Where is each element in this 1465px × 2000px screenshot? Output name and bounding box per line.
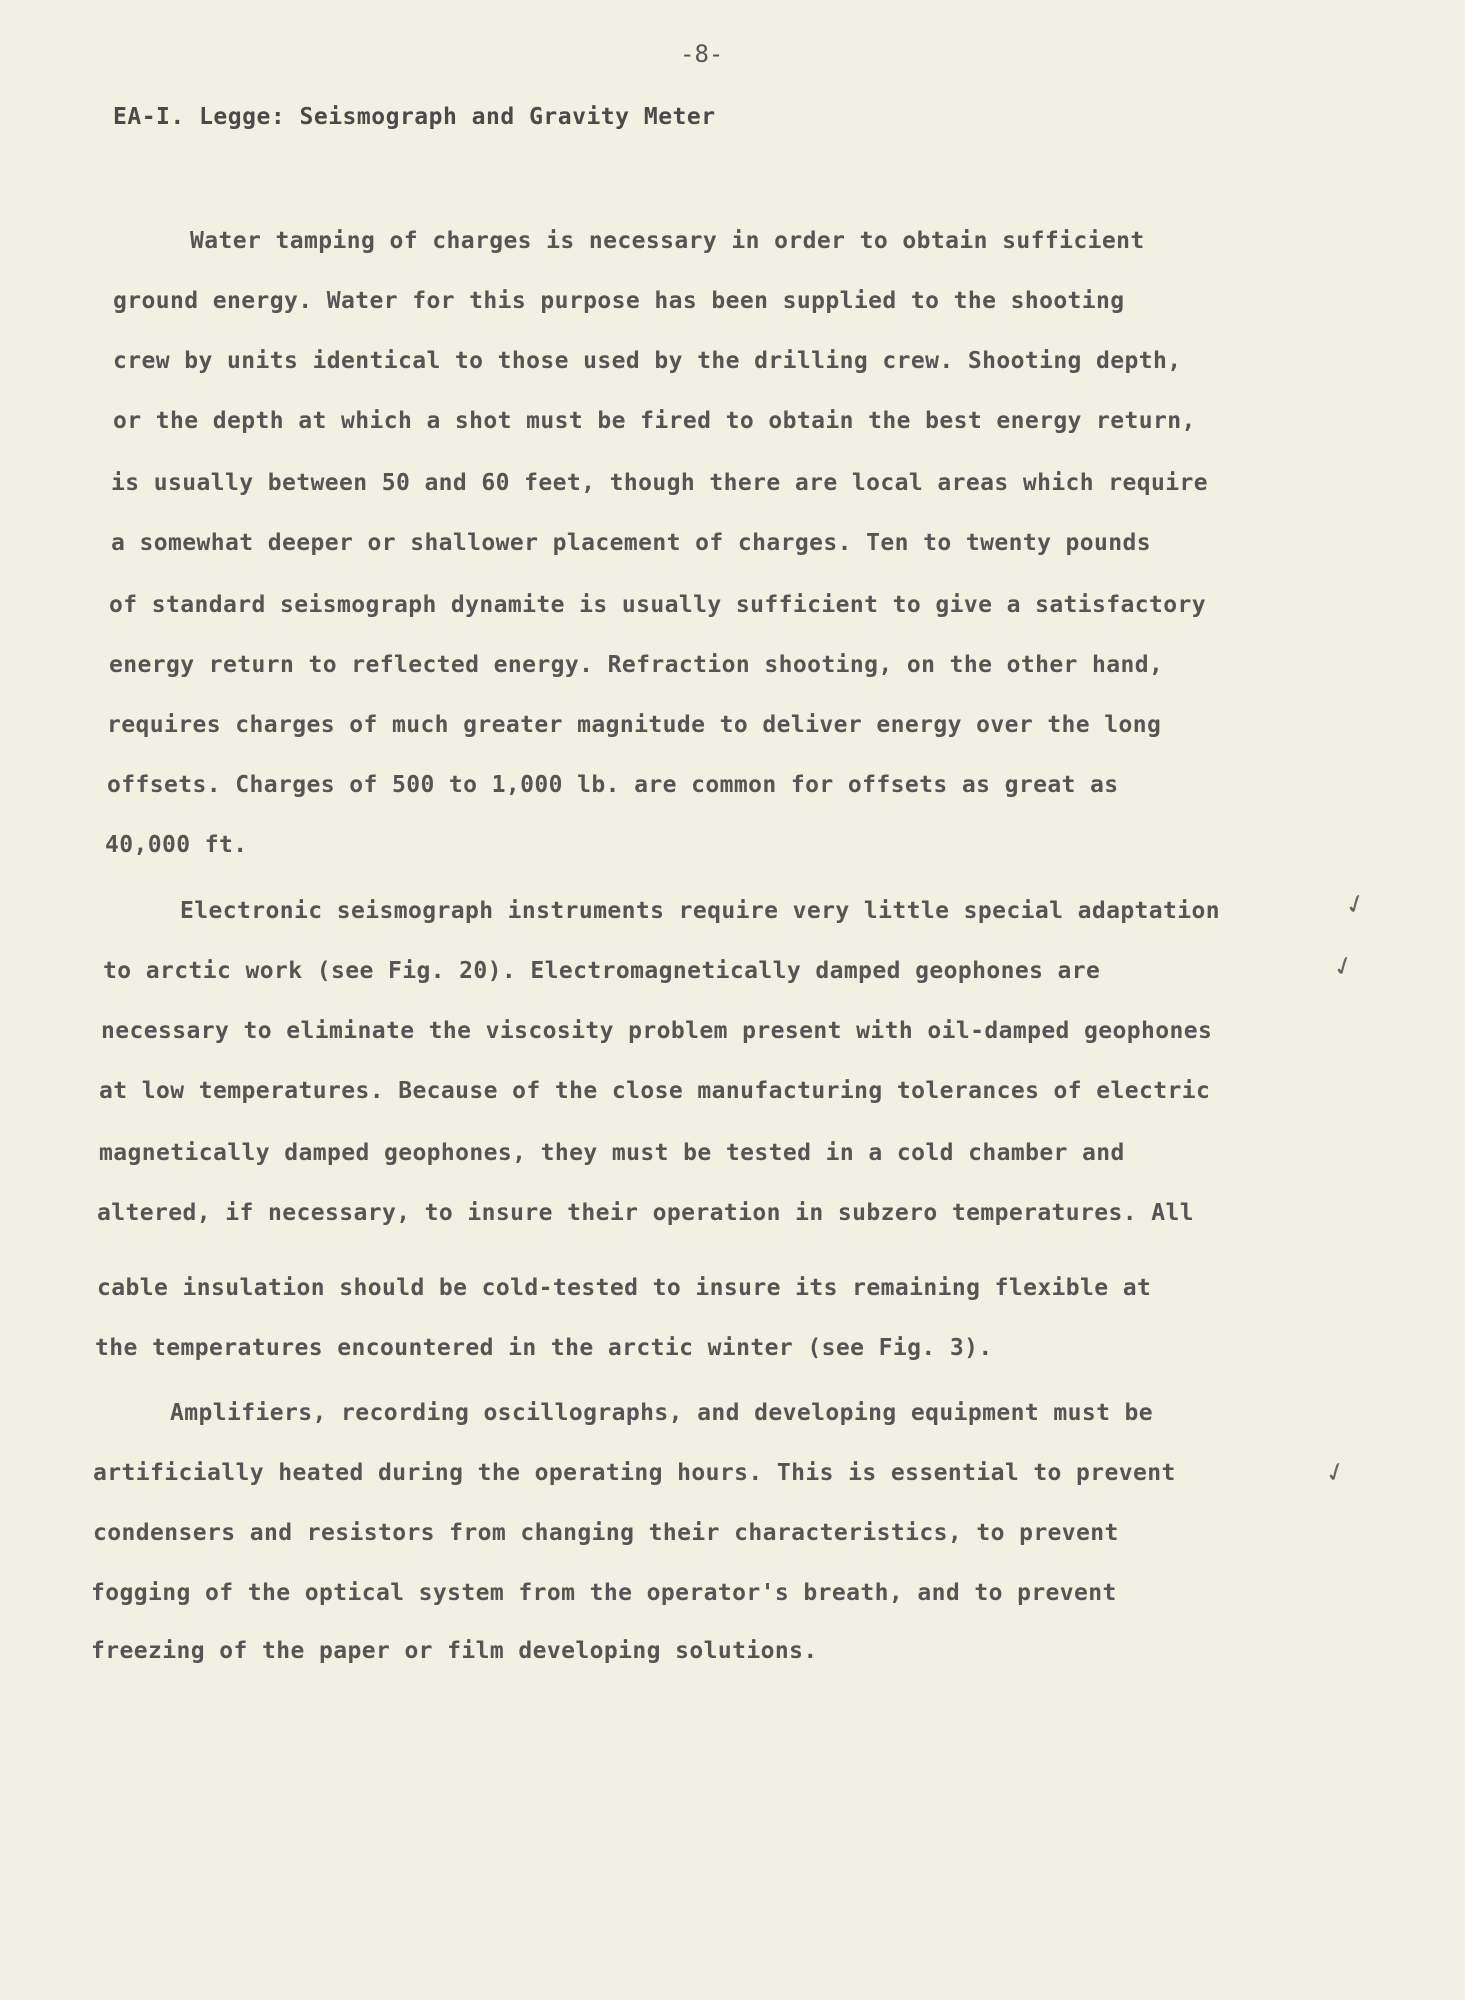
paragraph-2-line-3: necessary to eliminate the viscosity problem present with oil-damped geophones [101,1018,1213,1044]
paragraph-1-line-11: 40,000 ft. [105,832,248,858]
paragraph-2-line-5: magnetically damped geophones, they must be tested in a cold chamber and [99,1140,1125,1166]
check-mark-icon: ✓ [1328,949,1360,985]
paragraph-2-line-6: altered, if necessary, to insure their operation in subzero temperatures. All [97,1200,1195,1226]
paragraph-2-line-2: to arctic work (see Fig. 20). Electromagnetically damped geophones are [103,958,1101,984]
paragraph-2-line-4: at low temperatures. Because of the close manufacturing tolerances of electric [99,1078,1211,1104]
paragraph-1-line-9: requires charges of much greater magnitude to deliver energy over the long [107,712,1162,738]
paragraph-1-line-6: a somewhat deeper or shallower placement of charges. Ten to twenty pounds [111,530,1152,556]
paragraph-1-line-10: offsets. Charges of 500 to 1,000 lb. are common for offsets as great as [107,772,1119,798]
paragraph-1-line-3: crew by units identical to those used by the drilling crew. Shooting depth, [113,348,1182,374]
paragraph-2-line-1: Electronic seismograph instruments require very little special adaptation [180,898,1221,924]
check-mark-icon: ✓ [1320,1455,1352,1491]
paragraph-1-line-8: energy return to reflected energy. Refraction shooting, on the other hand, [109,652,1164,678]
paragraph-3-line-4: fogging of the optical system from the operator's breath, and to prevent [91,1580,1117,1606]
paragraph-1-line-7: of standard seismograph dynamite is usually sufficient to give a satisfactory [109,592,1207,618]
paragraph-3-line-2: artificially heated during the operating hours. This is essential to prevent [93,1460,1176,1486]
paragraph-2-line-8: the temperatures encountered in the arctic winter (see Fig. 3). [95,1335,993,1361]
paragraph-2-line-7: cable insulation should be cold-tested to insure its remaining flexible at [97,1275,1152,1301]
page-number: -8- [680,40,724,68]
paragraph-1-line-5: is usually between 50 and 60 feet, though there are local areas which require [111,470,1209,496]
paragraph-1-line-2: ground energy. Water for this purpose has been supplied to the shooting [113,288,1125,314]
paragraph-1-line-1: Water tamping of charges is necessary in order to obtain sufficient [190,228,1145,254]
paragraph-3-line-3: condensers and resistors from changing their characteristics, to prevent [93,1520,1119,1546]
check-mark-icon: ✓ [1340,887,1372,923]
paragraph-3-line-5: freezing of the paper or film developing solutions. [91,1638,818,1664]
paragraph-1-line-4: or the depth at which a shot must be fired to obtain the best energy return, [113,408,1196,434]
document-heading: EA-I. Legge: Seismograph and Gravity Meter [113,104,716,130]
paragraph-3-line-1: Amplifiers, recording oscillographs, and developing equipment must be [170,1400,1154,1426]
